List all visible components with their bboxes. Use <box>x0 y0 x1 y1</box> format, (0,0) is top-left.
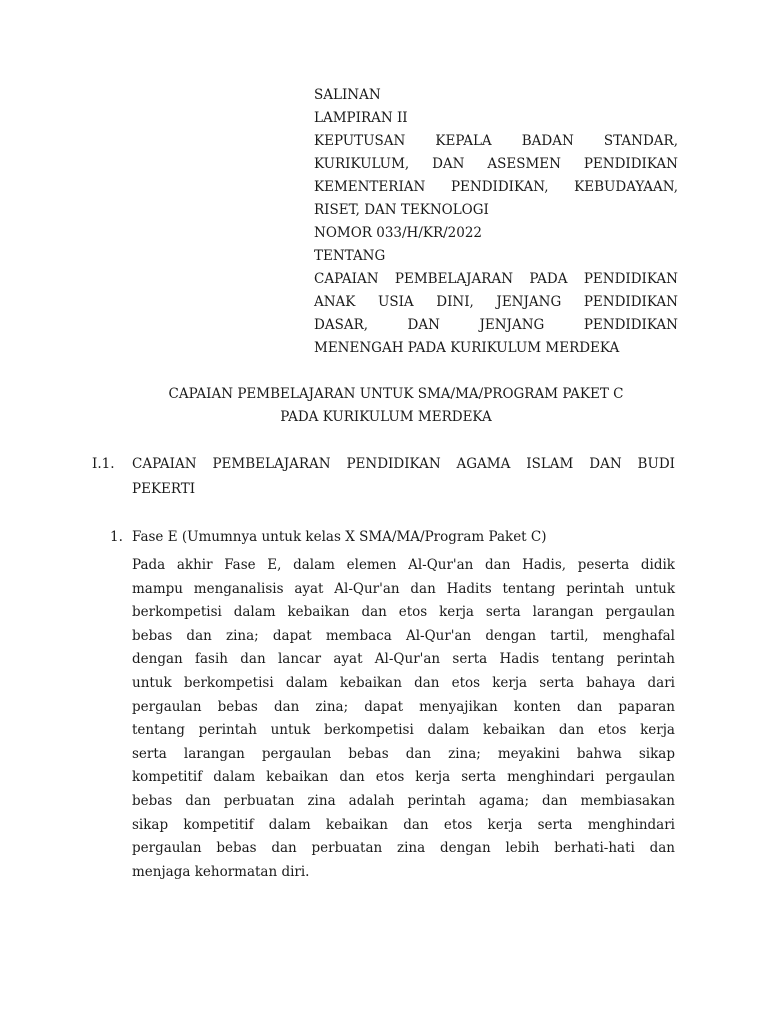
title-line-2: PADA KURIKULUM MERDEKA <box>280 409 492 425</box>
header-line: ANAK USIA DINI, JENJANG PENDIDIKAN <box>314 294 678 310</box>
paragraph-line: tentang perintah untuk berkompetisi dalam kebaikan dan etos kerja <box>132 722 675 739</box>
paragraph-line: untuk berkompetisi dalam kebaikan dan etos kerja serta bahaya dari <box>132 674 675 691</box>
header-line: RISET, DAN TEKNOLOGI <box>314 202 489 218</box>
header-line: DASAR, DAN JENJANG PENDIDIKAN <box>314 317 678 333</box>
header-line: KEPUTUSAN KEPALA BADAN STANDAR, <box>314 133 678 149</box>
paragraph-line: bebas dan perbuatan zina adalah perintah agama; dan membiasakan <box>132 792 675 809</box>
section-heading <box>132 452 675 502</box>
section-heading-line-2: PEKERTI <box>132 481 196 497</box>
paragraph-line: sikap kompetitif dalam kebaikan dan etos kerja serta menghindari <box>132 816 675 833</box>
paragraph-line: bebas dan zina; dapat membaca Al-Qur'an dengan tartil, menghafal <box>132 627 675 644</box>
paragraph-line: Pada akhir Fase E, dalam elemen Al-Qur'an dan Hadis, peserta didik <box>132 557 675 573</box>
paragraph-line: pergaulan bebas dan perbuatan zina dengan lebih berhati-hati dan <box>132 840 675 857</box>
paragraph-line: mampu menganalisis ayat Al-Qur'an dan Hadits tentang perintah untuk <box>132 580 675 597</box>
paragraph-line: dengan fasih dan lancar ayat Al-Qur'an serta Hadis tentang perintah <box>132 651 675 668</box>
section-heading-line-1: CAPAIAN PEMBELAJARAN PENDIDIKAN AGAMA ISLAM DAN BUDI <box>132 456 675 472</box>
header-line: LAMPIRAN II <box>314 110 408 126</box>
item-paragraph <box>132 554 675 884</box>
section-number: I.1. <box>92 456 115 472</box>
item-number: 1. <box>110 529 123 545</box>
attachment-header <box>314 84 678 360</box>
header-line: TENTANG <box>314 248 386 264</box>
header-line: KURIKULUM, DAN ASESMEN PENDIDIKAN <box>314 156 678 172</box>
item-heading: Fase E (Umumnya untuk kelas X SMA/MA/Program Paket C) <box>132 529 547 545</box>
header-line: NOMOR 033/H/KR/2022 <box>314 225 483 241</box>
header-line: KEMENTERIAN PENDIDIKAN, KEBUDAYAAN, <box>314 179 678 195</box>
header-line: MENENGAH PADA KURIKULUM MERDEKA <box>314 340 620 356</box>
paragraph-line: serta larangan pergaulan bebas dan zina; meyakini bahwa sikap <box>132 745 675 762</box>
paragraph-line: menjaga kehormatan diri. <box>132 863 310 880</box>
header-line: SALINAN <box>314 87 381 103</box>
paragraph-line: berkompetisi dalam kebaikan dan etos kerja serta larangan pergaulan <box>132 604 675 621</box>
title-line-1: CAPAIAN PEMBELAJARAN UNTUK SMA/MA/PROGRAM PAKET C <box>168 386 624 402</box>
header-line: CAPAIAN PEMBELAJARAN PADA PENDIDIKAN <box>314 271 678 287</box>
paragraph-line: kompetitif dalam kebaikan dan etos kerja serta menghindari pergaulan <box>132 769 675 786</box>
document-title <box>80 383 692 429</box>
paragraph-line: pergaulan bebas dan zina; dapat menyajikan konten dan paparan <box>132 698 675 715</box>
